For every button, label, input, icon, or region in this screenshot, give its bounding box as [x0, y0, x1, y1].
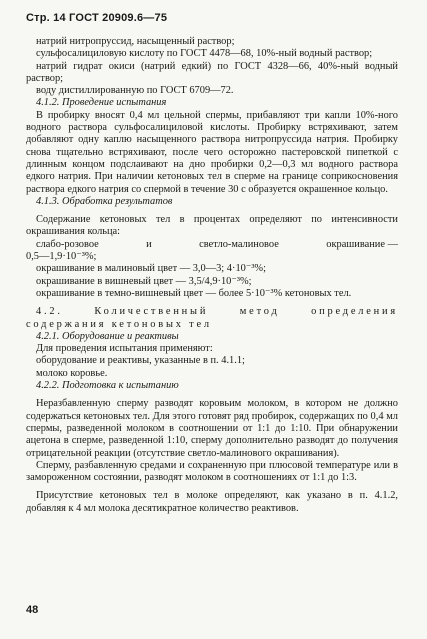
- formula-part: и: [146, 238, 152, 250]
- formula-value: 0,5—1,9·10⁻³%;: [26, 251, 97, 263]
- paragraph: воду дистиллированную по ГОСТ 6709—72.: [36, 85, 234, 97]
- formula-part: слабо-розовое: [36, 238, 99, 250]
- paragraph: молоко коровье.: [36, 367, 108, 379]
- section-heading: 4.2.2. Подготовка к испытанию: [36, 380, 179, 392]
- paragraph: окрашивание в вишневый цвет — 3,5/4,9·10⁻³%;: [36, 275, 252, 287]
- paragraph: натрий нитропруссид, насыщенный раствор;: [36, 36, 235, 47]
- paragraph: оборудование и реактивы, указанные в п. 4.1.1;: [36, 355, 245, 367]
- section-heading: 4.1.3. Обработка результатов: [36, 195, 173, 207]
- paragraph: сульфосалициловую кислоту по ГОСТ 4478—68, 10%-ный водный раствор;: [36, 48, 373, 60]
- section-heading: 4.1.2. Проведение испытания: [36, 97, 167, 109]
- section-heading: 4.2.1. Оборудование и реактивы: [36, 330, 179, 342]
- formula-part: окрашивание —: [326, 238, 398, 250]
- formula-part: светло-малиновое: [199, 238, 279, 250]
- section-heading: 4.2. Количественный метод определения содержания кетоновых тел: [26, 306, 398, 330]
- formula-line: [26, 239, 398, 251]
- paragraph: В пробирку вносят 0,4 мл цельной спермы, прибавляют три капли 10%-ного водного раствора сульфосалициловой кислоты. Пробирку встряхивают, затем добавляют одну каплю насыщенного раствора нитропруссида натрия. Пробирку снова тщательно встряхивают, после чего осторожно пастеровской пипеткой с длинным концом подслаивают на дно пробирки 0,2—0,3 мл водного раствора едкого натрия. При наличии кетоновых тел в сперме на границе соприкосновения раствора едкого натрия со спермой в течение 30 с образуется окрашенное кольцо.: [26, 109, 398, 195]
- paragraph: Для проведения испытания применяют:: [36, 343, 213, 355]
- document-body: [26, 36, 398, 515]
- paragraph: окрашивание в темно-вишневый цвет — более 5·10⁻³% кетоновых тел.: [36, 287, 352, 299]
- paragraph: натрий гидрат окиси (натрий едкий) по ГОСТ 4328—66, 40%-ный водный раствор;: [26, 60, 398, 84]
- paragraph: Содержание кетоновых тел в процентах определяют по интенсивности окрашивания кольца:: [26, 214, 398, 238]
- page-number: 48: [26, 604, 39, 616]
- paragraph: окрашивание в малиновый цвет — 3,0—3; 4·10⁻³%;: [36, 263, 266, 275]
- paragraph: Присутствие кетоновых тел в молоке определяют, как указано в п. 4.1.2, добавляя к 4 мл молока десятикратное количество реактивов.: [26, 490, 398, 514]
- page-header: Стр. 14 ГОСТ 20909.6—75: [26, 12, 168, 24]
- paragraph: Сперму, разбавленную средами и сохраненную при плюсовой температуре или в замороженном состоянии, разводят молоком в соотношениях от 1:1 до 1:3.: [26, 459, 398, 484]
- paragraph: Неразбавленную сперму разводят коровьим молоком, в котором не должно содержаться кетоновых тел. Для этого готовят ряд пробирок, содержащих по 0,4 мл спермы, разведенной молоком в соотношении от 1:1 до 1:10. При обнаружении ацетона в сперме, разведенной 1:10, сперму дополнительно разводят до получения отрицательной реакции (отсутствие светло-малинового окрашивания).: [26, 398, 398, 459]
